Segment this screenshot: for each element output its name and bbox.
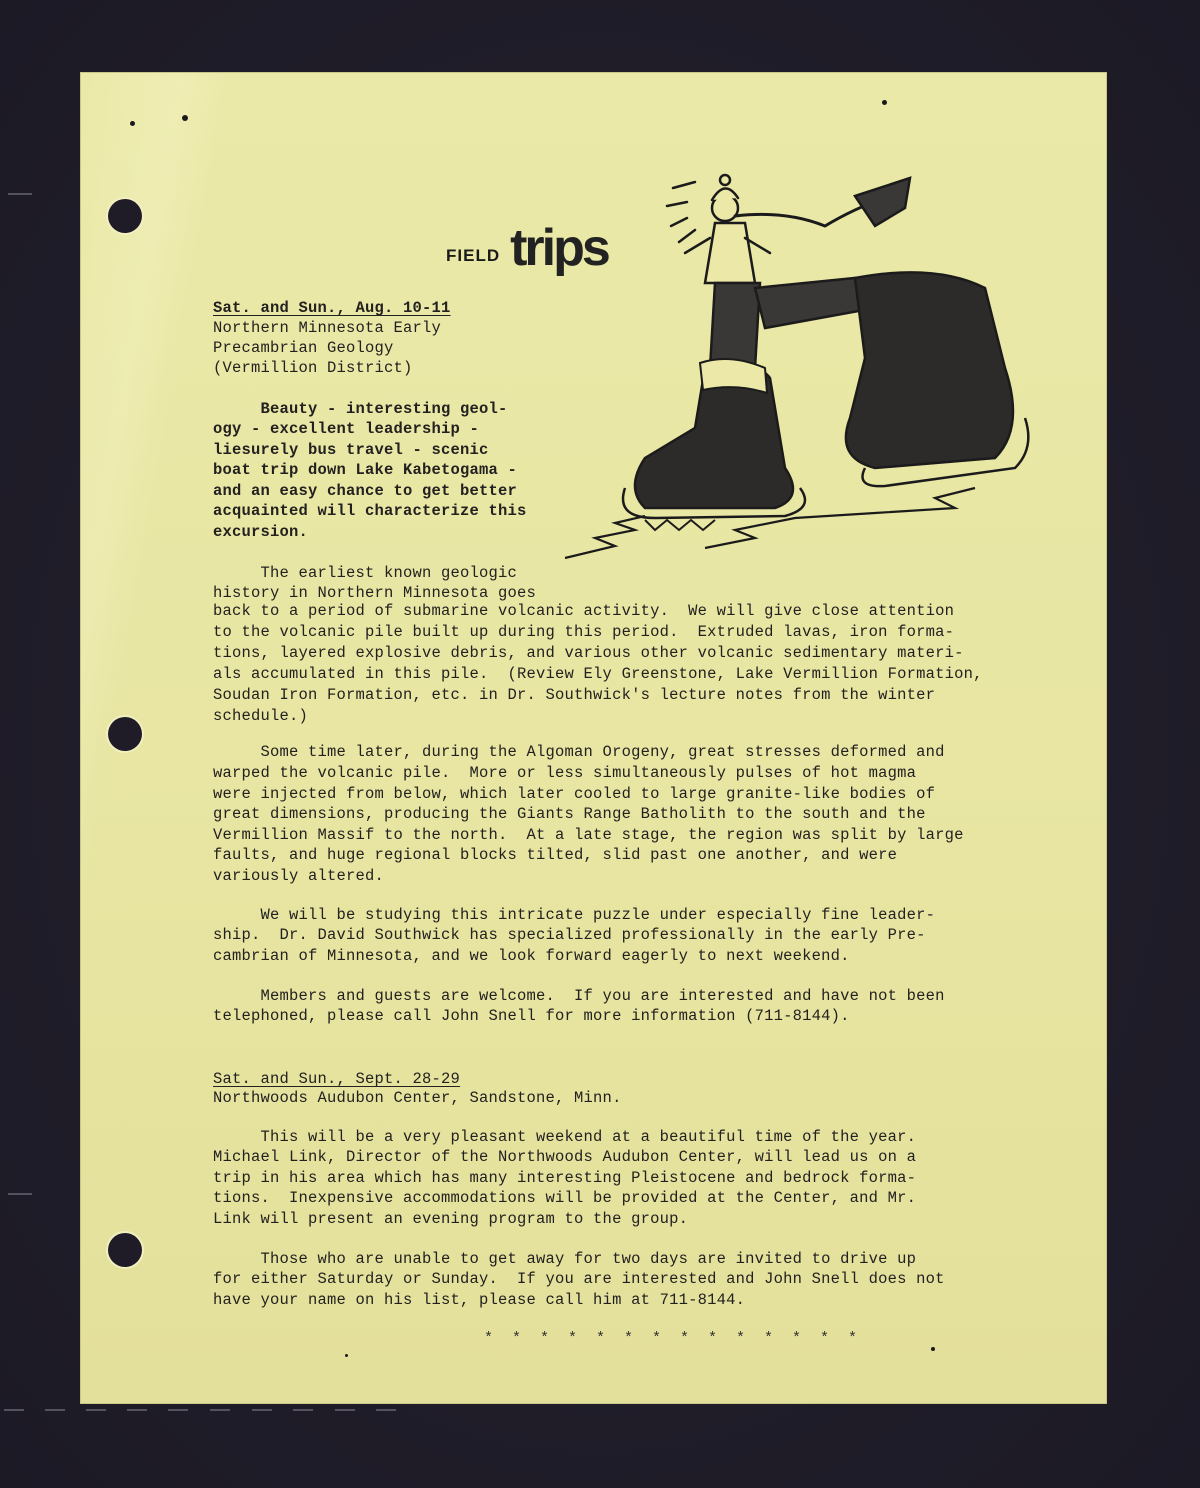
trip-1-para-5-line: Members and guests are welcome. If you are interested and have not been bbox=[213, 987, 945, 1005]
trip-2-para-1-line: Michael Link, Director of the Northwoods Audubon Center, will lead us on a bbox=[213, 1148, 917, 1166]
trip-1-title-line: (Vermillion District) bbox=[213, 359, 413, 377]
trip-1-para-3-line: faults, and huge regional blocks tilted, slid past one another, and were bbox=[213, 846, 898, 864]
trip-1-title-line: Northern Minnesota Early bbox=[213, 319, 442, 337]
punch-hole-top bbox=[108, 199, 142, 233]
title-prefix: FIELD bbox=[446, 246, 501, 265]
trip-1-para-3-line: were injected from below, which later cooled to large granite-like bodies of bbox=[213, 785, 936, 803]
trip-1-para-1-line: and an easy chance to get better bbox=[213, 482, 518, 500]
trip-2-para-1-line: trip in his area which has many interesting Pleistocene and bedrock forma- bbox=[213, 1169, 917, 1187]
edge-tick bbox=[168, 1409, 188, 1411]
trip-1-para-2-line: history in Northern Minnesota goes bbox=[213, 584, 537, 602]
title-main: trips bbox=[510, 219, 608, 277]
trip-1-para-4-line: cambrian of Minnesota, and we look forward eagerly to next weekend. bbox=[213, 947, 850, 965]
trip-1-para-1-line: Beauty - interesting geol- bbox=[213, 400, 508, 418]
punch-hole-middle bbox=[108, 717, 142, 751]
trip-1-para-2-line: back to a period of submarine volcanic activity. We will give close attention bbox=[213, 602, 955, 620]
hiker-boots-illustration bbox=[555, 168, 1045, 583]
edge-tick bbox=[376, 1409, 396, 1411]
edge-tick bbox=[8, 193, 32, 195]
paper-speck bbox=[182, 115, 188, 121]
trip-2-date: Sat. and Sun., Sept. 28-29 bbox=[213, 1070, 461, 1088]
trip-1-para-3-line: Vermillion Massif to the north. At a late stage, the region was split by large bbox=[213, 826, 964, 844]
trip-1-para-1-line: ogy - excellent leadership - bbox=[213, 420, 480, 438]
trip-1-para-1-line: liesurely bus travel - scenic bbox=[213, 441, 489, 459]
trip-1-para-3-line: variously altered. bbox=[213, 867, 385, 885]
trip-1-para-3-line: Some time later, during the Algoman Orogeny, great stresses deformed and bbox=[213, 743, 945, 761]
trip-2-para-1-line: This will be a very pleasant weekend at a beautiful time of the year. bbox=[213, 1128, 917, 1146]
paper-speck bbox=[882, 100, 887, 105]
trip-2-para-2-line: Those who are unable to get away for two days are invited to drive up bbox=[213, 1250, 917, 1268]
edge-tick bbox=[86, 1409, 106, 1411]
punch-hole-bottom bbox=[108, 1233, 142, 1267]
paper-speck bbox=[931, 1347, 935, 1351]
edge-tick bbox=[4, 1409, 24, 1411]
edge-tick bbox=[252, 1409, 272, 1411]
edge-tick bbox=[45, 1409, 65, 1411]
trip-1-para-2-line: to the volcanic pile built up during this period. Extruded lavas, iron forma- bbox=[213, 623, 955, 641]
section-separator: * * * * * * * * * * * * * * bbox=[484, 1330, 863, 1347]
trip-2-para-2-line: have your name on his list, please call him at 711-8144. bbox=[213, 1291, 746, 1309]
trip-1-para-3-line: warped the volcanic pile. More or less simultaneously pulses of hot magma bbox=[213, 764, 917, 782]
edge-tick bbox=[210, 1409, 230, 1411]
trip-1-para-3-line: great dimensions, producing the Giants Range Batholith to the south and the bbox=[213, 805, 926, 823]
trip-1-para-5-line: telephoned, please call John Snell for more information (711-8144). bbox=[213, 1007, 850, 1025]
trip-1-para-2-line: als accumulated in this pile. (Review Ely Greenstone, Lake Vermillion Formation, bbox=[213, 665, 983, 683]
trip-1-para-1-line: boat trip down Lake Kabetogama - bbox=[213, 461, 518, 479]
trip-1-para-4-line: We will be studying this intricate puzzle under especially fine leader- bbox=[213, 906, 936, 924]
trip-2-title-line: Northwoods Audubon Center, Sandstone, Minn. bbox=[213, 1089, 622, 1107]
edge-tick bbox=[293, 1409, 313, 1411]
trip-2-para-2-line: for either Saturday or Sunday. If you are interested and John Snell does not bbox=[213, 1270, 945, 1288]
paper-speck bbox=[130, 121, 135, 126]
trip-1-date: Sat. and Sun., Aug. 10-11 bbox=[213, 299, 451, 317]
trip-1-para-2-line: Soudan Iron Formation, etc. in Dr. Southwick's lecture notes from the winter bbox=[213, 686, 936, 704]
trip-1-para-1-line: excursion. bbox=[213, 523, 309, 541]
trip-2-para-1-line: tions. Inexpensive accommodations will be provided at the Center, and Mr. bbox=[213, 1189, 917, 1207]
trip-1-para-4-line: ship. Dr. David Southwick has specialized professionally in the early Pre- bbox=[213, 926, 926, 944]
trip-1-para-1-line: acquainted will characterize this bbox=[213, 502, 527, 520]
trip-2-para-1-line: Link will present an evening program to the group. bbox=[213, 1210, 689, 1228]
trip-1-para-2-line: The earliest known geologic bbox=[213, 564, 518, 582]
edge-tick bbox=[335, 1409, 355, 1411]
trip-1-para-2-line: schedule.) bbox=[213, 707, 309, 725]
paper-speck bbox=[345, 1354, 348, 1357]
edge-tick bbox=[8, 1193, 32, 1195]
edge-tick bbox=[127, 1409, 147, 1411]
trip-1-title-line: Precambrian Geology bbox=[213, 339, 394, 357]
trip-1-para-2-line: tions, layered explosive debris, and various other volcanic sedimentary materi- bbox=[213, 644, 964, 662]
